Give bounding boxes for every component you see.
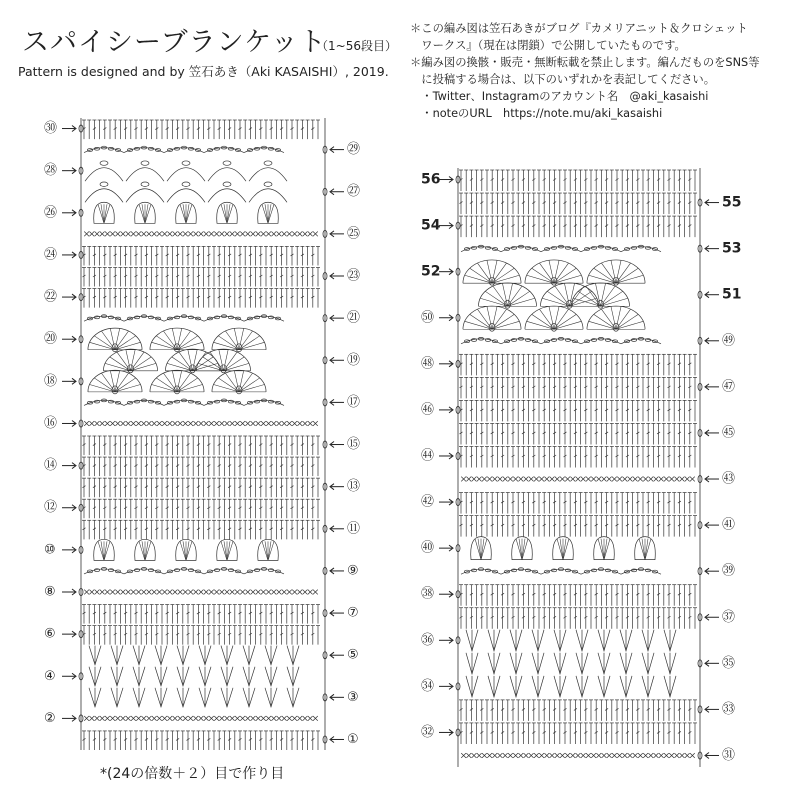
round-row — [44, 120, 320, 139]
round-row — [459, 516, 735, 537]
round-number-label: ㊺ — [722, 425, 736, 441]
round-row — [461, 241, 741, 257]
round-number-label: 54 — [421, 217, 441, 234]
round-number-label: 51 — [722, 286, 742, 303]
round-number-label: ⑤ — [347, 647, 359, 663]
note-line: ・noteのURL https://note.mu/aki_kasaishi — [410, 107, 663, 120]
round-row — [461, 564, 735, 579]
round-number-label: ⑦ — [347, 605, 359, 621]
round-number-label: ㊷ — [421, 494, 435, 510]
round-number-label: ㊸ — [722, 471, 736, 487]
round-number-label: ⑨ — [347, 563, 359, 579]
round-row — [89, 688, 359, 707]
round-row — [84, 226, 360, 241]
round-row — [82, 436, 360, 455]
round-number-label: 55 — [722, 194, 742, 211]
round-row — [421, 216, 697, 237]
round-number-label: ㊶ — [722, 517, 736, 533]
round-number-label: ㉘ — [44, 163, 58, 179]
round-row — [44, 328, 266, 352]
pattern-round-range: （1~56段目） — [316, 39, 397, 53]
round-number-label: 56 — [421, 171, 441, 188]
round-row — [421, 723, 697, 744]
round-row — [459, 193, 741, 214]
round-row — [85, 182, 360, 202]
round-number-label: ㉚ — [44, 121, 58, 137]
round-number-label: ㊳ — [421, 586, 435, 602]
round-number-label: ㉟ — [722, 655, 736, 671]
round-number-label: ⑳ — [44, 331, 58, 347]
round-number-label: ① — [347, 731, 359, 747]
right-chart-rounds-31-56 — [421, 168, 741, 767]
note-line: ＊この編み図は笠石あきがブログ『カメリアニット＆クロシェット — [410, 22, 748, 35]
round-row — [44, 585, 318, 600]
round-row — [421, 260, 645, 285]
round-number-label: ④ — [44, 668, 56, 684]
round-number-label: ㊼ — [722, 379, 736, 395]
round-row — [421, 170, 697, 191]
round-number-label: ⑯ — [44, 415, 58, 431]
round-row — [459, 423, 735, 444]
round-number-label: ㉒ — [44, 289, 58, 305]
round-number-label: ② — [44, 710, 56, 726]
note-line: に投稿する場合は、以下のいずれかを表記してください。 — [410, 73, 716, 86]
round-row — [478, 283, 741, 308]
designer-credit: Pattern is designed and by 笠石あき（Aki KASAISHI）, 2019. — [18, 64, 389, 79]
note-line: ワークス』（現在は閉鎖）で公開していたものです。 — [410, 39, 686, 52]
round-number-label: ㉛ — [722, 747, 736, 763]
round-number-label: ㉜ — [421, 724, 435, 740]
round-row — [44, 202, 278, 223]
round-row — [44, 370, 266, 394]
round-row — [459, 700, 735, 721]
round-row — [421, 676, 676, 697]
round-number-label: ㉝ — [722, 701, 736, 717]
foundation-note: *(24の倍数＋２）目で作り目 — [100, 766, 285, 782]
round-row — [421, 537, 655, 560]
note-line: ・Twitter、Instagramのアカウント名 @aki_kasaishi — [410, 90, 709, 103]
round-row — [44, 626, 320, 645]
round-number-label: ㉑ — [347, 310, 361, 326]
round-row — [421, 630, 676, 651]
round-row — [421, 493, 697, 514]
round-row — [44, 499, 320, 518]
round-row — [84, 142, 360, 157]
round-number-label: ㊵ — [421, 540, 435, 556]
round-row — [461, 333, 735, 348]
round-row — [84, 563, 359, 578]
round-row — [459, 377, 735, 398]
round-row — [44, 289, 320, 308]
round-number-label: ⑪ — [347, 521, 361, 537]
round-row — [421, 585, 697, 606]
round-number-label: ⑱ — [44, 373, 58, 389]
round-row — [44, 457, 320, 476]
round-number-label: ⑭ — [44, 458, 58, 474]
round-number-label: ⑩ — [44, 542, 56, 558]
round-number-label: 52 — [421, 263, 441, 280]
round-number-label: ㉓ — [347, 268, 361, 284]
round-number-label: ㉕ — [347, 226, 361, 242]
round-number-label: ⑫ — [44, 500, 58, 516]
round-number-label: ㉔ — [44, 247, 58, 263]
round-row — [461, 748, 735, 763]
round-row — [44, 161, 287, 181]
round-row — [84, 311, 360, 326]
round-row — [459, 608, 735, 629]
pattern-title: スパイシーブランケット — [22, 27, 327, 58]
round-number-label: ㊲ — [722, 609, 736, 625]
round-row — [103, 349, 360, 373]
round-number-label: ㊱ — [421, 632, 435, 648]
round-row — [82, 267, 360, 286]
round-number-label: ⑧ — [44, 584, 56, 600]
round-row — [44, 711, 318, 726]
round-number-label: ③ — [347, 689, 359, 705]
round-number-label: ㉖ — [44, 205, 58, 221]
round-row — [44, 667, 299, 686]
round-row — [421, 306, 645, 331]
round-row — [82, 605, 359, 624]
round-number-label: ㊾ — [722, 333, 736, 349]
round-number-label: ㉗ — [347, 184, 361, 200]
round-number-label: ㉞ — [421, 678, 435, 694]
round-row — [44, 416, 318, 431]
round-number-label: ㊴ — [722, 563, 736, 579]
round-number-label: ⑰ — [347, 394, 361, 410]
round-number-label: ㊿ — [421, 310, 435, 326]
round-number-label: ⑲ — [347, 352, 361, 368]
round-row — [421, 446, 697, 467]
round-row — [82, 478, 360, 497]
round-number-label: ㉙ — [347, 142, 361, 158]
round-row — [44, 246, 320, 265]
round-row — [421, 400, 697, 421]
round-row — [89, 646, 359, 665]
round-number-label: ㊽ — [421, 356, 435, 372]
round-number-label: ⑥ — [44, 626, 56, 642]
round-number-label: ㊹ — [421, 448, 435, 464]
round-row — [461, 472, 735, 487]
round-row — [44, 539, 278, 560]
round-number-label: 53 — [722, 240, 742, 257]
left-chart-rounds-1-30 — [44, 118, 360, 750]
round-number-label: ⑮ — [347, 437, 361, 453]
note-line: ＊編み図の換骸・販売・無断転載を禁止します。編んだものをSNS等 — [410, 56, 760, 69]
round-number-label: ⑬ — [347, 479, 361, 495]
round-number-label: ㊻ — [421, 402, 435, 418]
round-row — [84, 395, 360, 410]
round-row — [466, 653, 735, 674]
round-row — [82, 520, 360, 539]
round-row — [421, 354, 697, 375]
round-row — [82, 731, 359, 750]
